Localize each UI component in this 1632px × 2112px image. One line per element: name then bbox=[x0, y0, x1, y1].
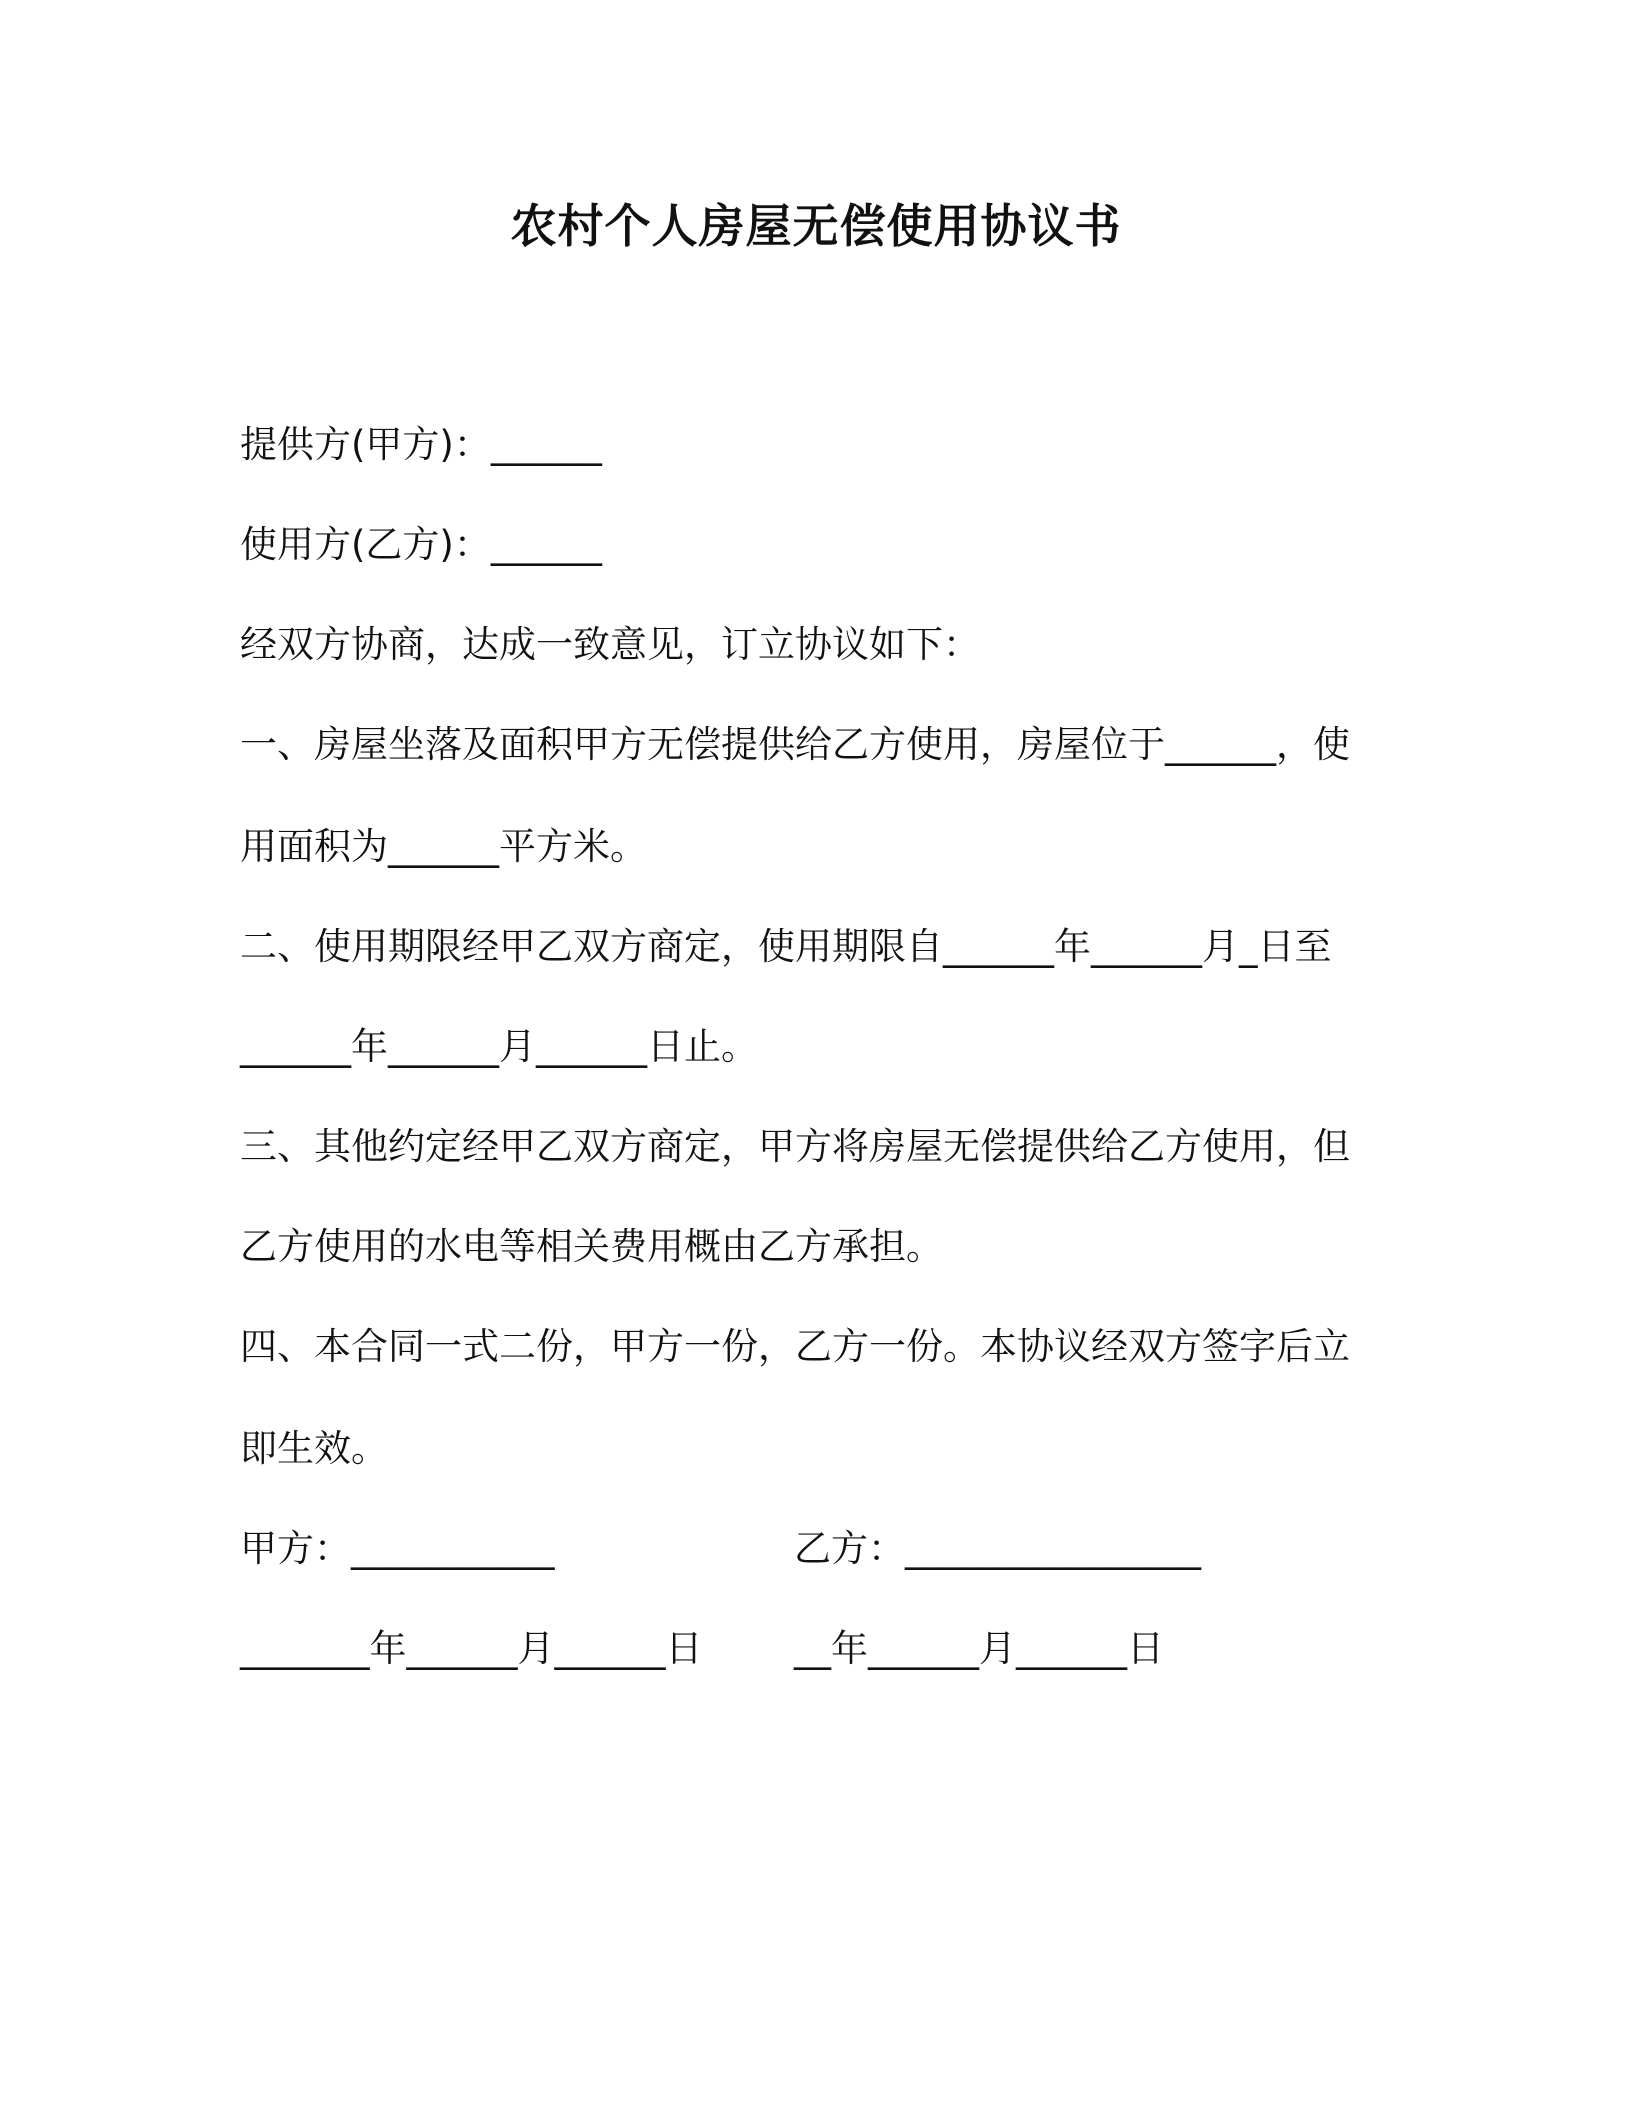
clause-3-line-1: 三、其他约定经甲乙双方商定，甲方将房屋无偿提供给乙方使用，但 bbox=[240, 1125, 1350, 1168]
clause-4-line-1: 四、本合同一式二份，甲方一份，乙方一份。本协议经双方签字后立 bbox=[240, 1325, 1350, 1368]
clause-4-line-2: 即生效。 bbox=[240, 1427, 388, 1470]
clause-2-line-2: ______年______月______日止。 bbox=[240, 1025, 758, 1068]
party-a-date: _______年______月______日 bbox=[240, 1627, 703, 1670]
agreement-intro: 经双方协商，达成一致意见，订立协议如下： bbox=[240, 623, 980, 666]
party-b-date: __年______月______日 bbox=[794, 1627, 1164, 1670]
party-a-signature: 甲方：___________ bbox=[240, 1527, 555, 1570]
document-title: 农村个人房屋无偿使用协议书 bbox=[510, 199, 1122, 253]
party-b-signature: 乙方：________________ bbox=[794, 1527, 1201, 1570]
provider-line: 提供方(甲方)：______ bbox=[240, 423, 602, 466]
user-line: 使用方(乙方)：______ bbox=[240, 523, 602, 566]
clause-1-line-2: 用面积为______平方米。 bbox=[240, 825, 647, 868]
clause-2-line-1: 二、使用期限经甲乙双方商定，使用期限自______年______月_日至 bbox=[240, 925, 1332, 968]
clause-1-line-1: 一、房屋坐落及面积甲方无偿提供给乙方使用，房屋位于______，使 bbox=[240, 723, 1350, 766]
clause-3-line-2: 乙方使用的水电等相关费用概由乙方承担。 bbox=[240, 1225, 943, 1268]
